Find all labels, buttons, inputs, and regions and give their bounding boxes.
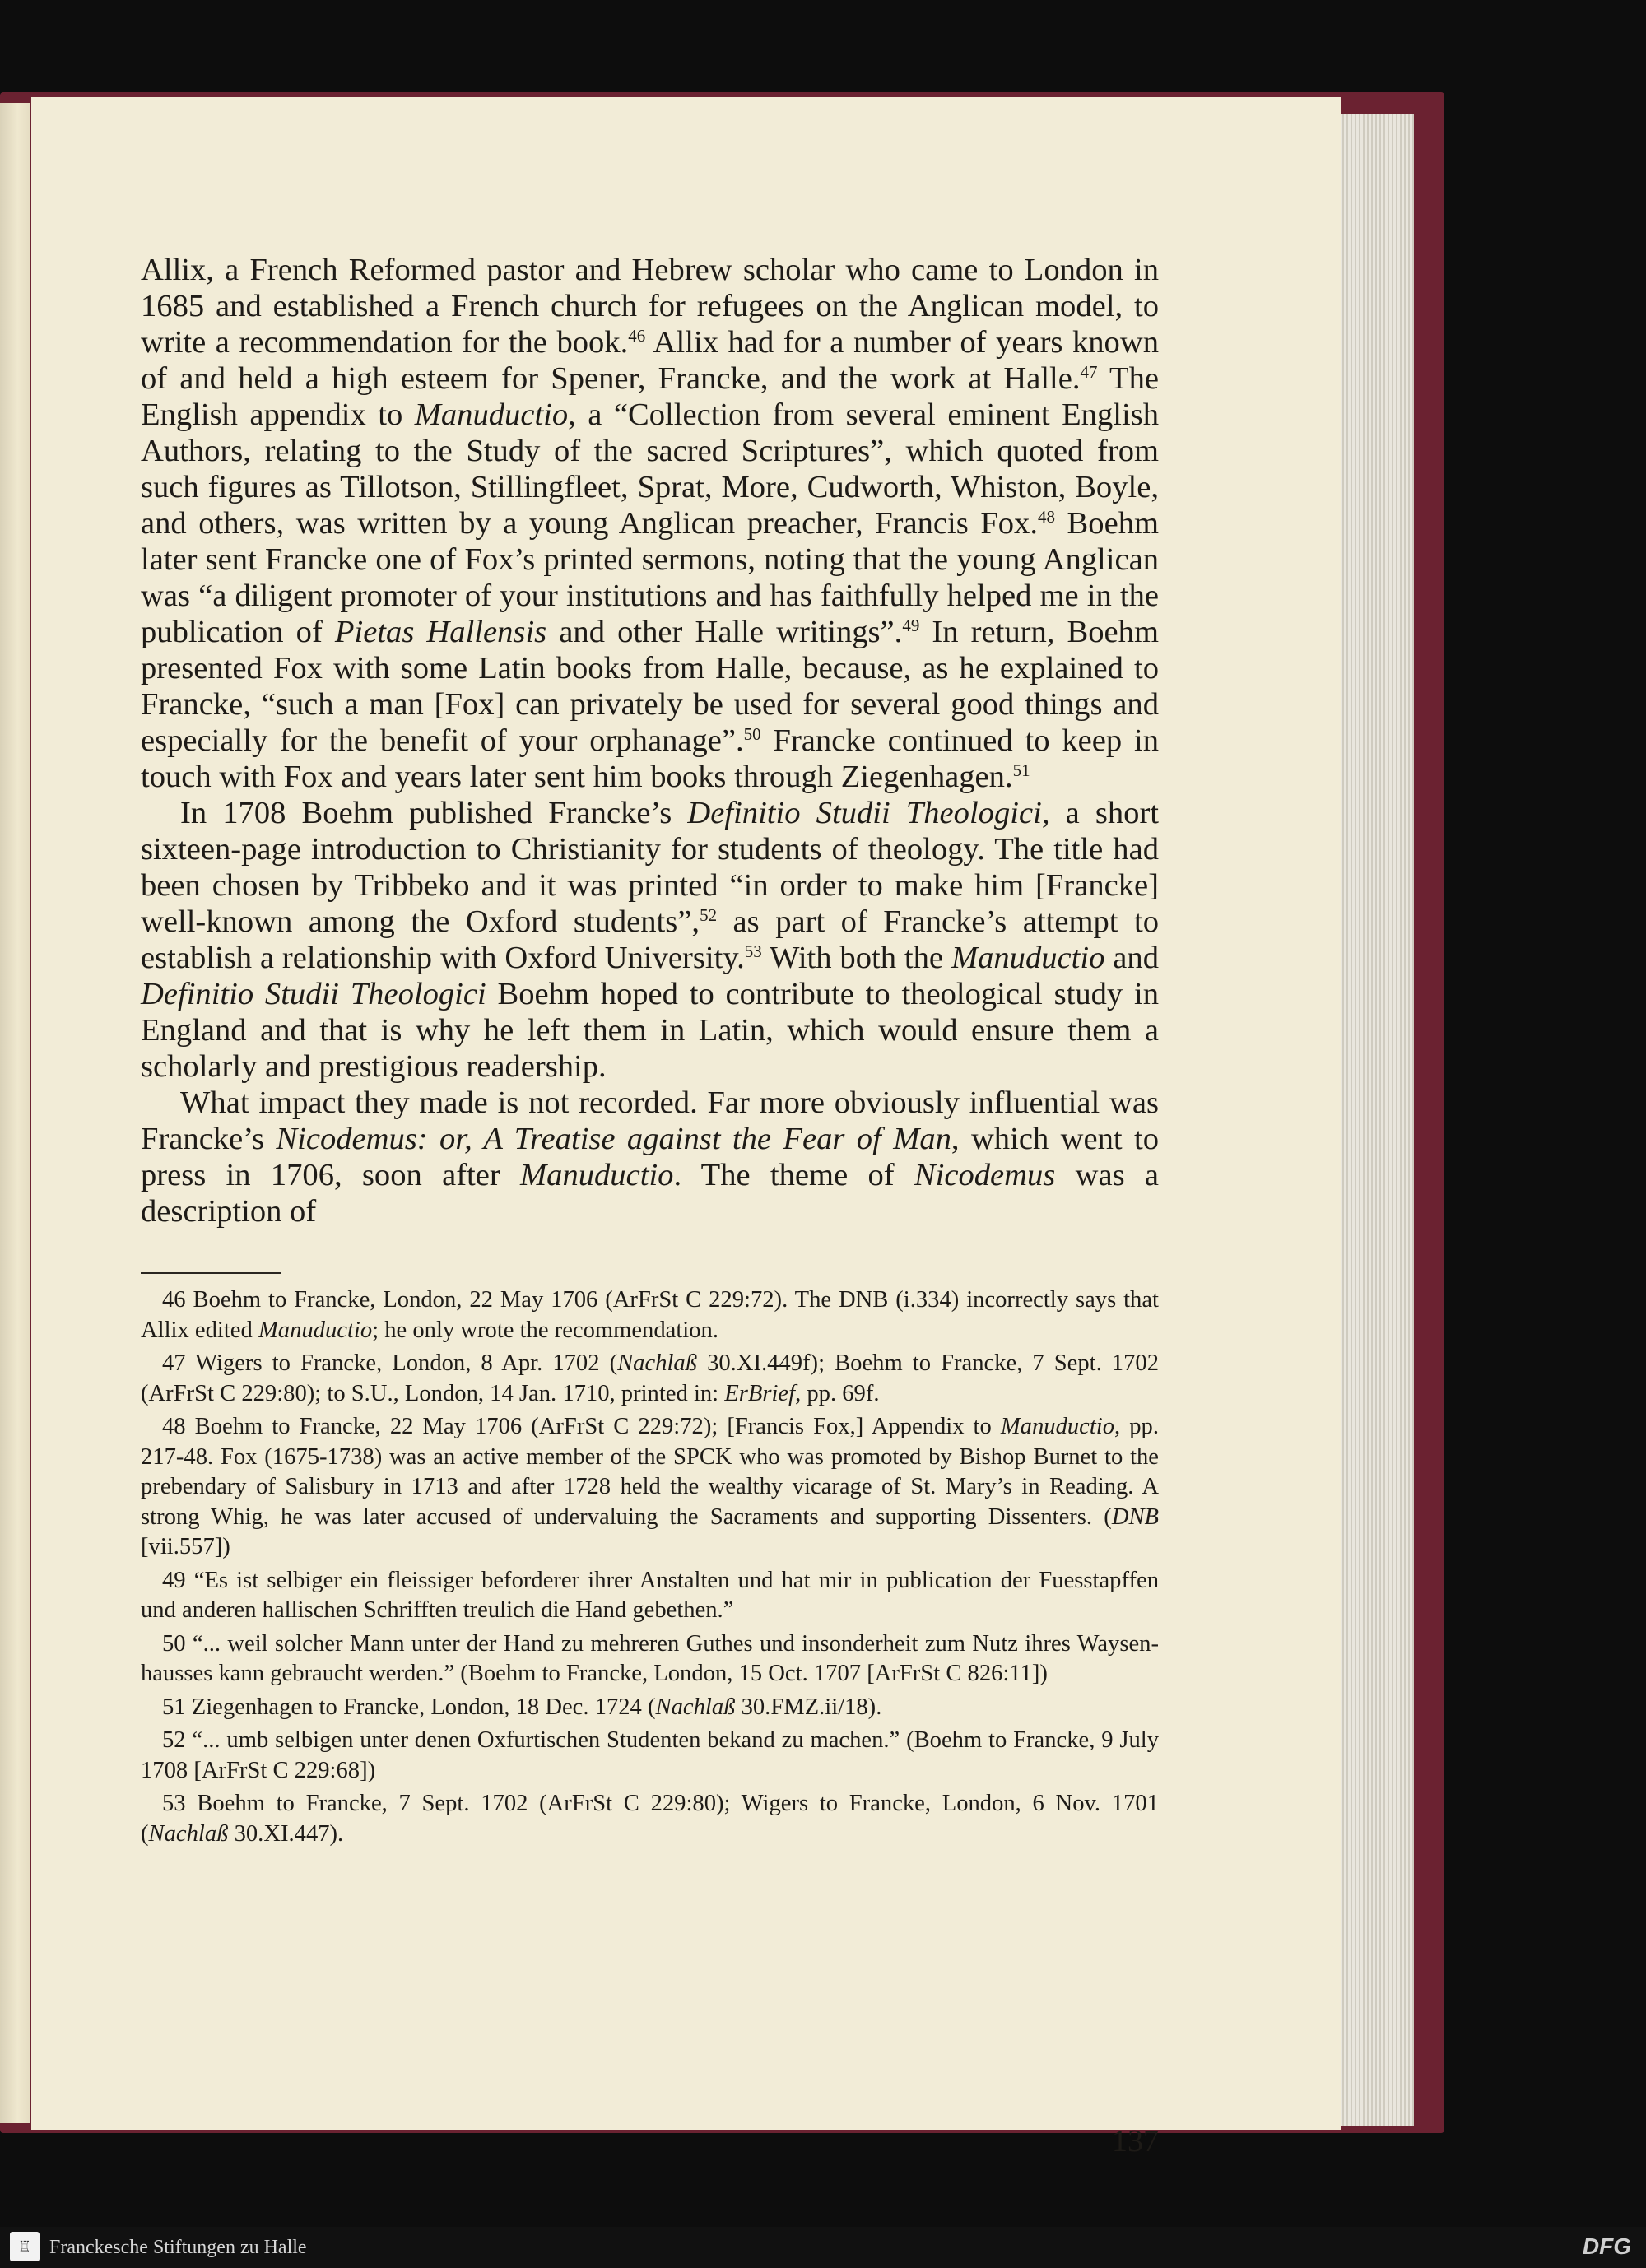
italic-text: DNB: [1111, 1503, 1159, 1530]
footnote-ref: 47: [1080, 362, 1098, 382]
text-run: With both the: [761, 941, 951, 975]
text-run: . The theme of: [673, 1158, 914, 1192]
text-run: 46 Boehm to Francke, London, 22 May 1706 (ArFrSt C 229:72). The DNB (i.334) incorrectly says that Allix edited: [141, 1287, 1159, 1343]
italic-text: Nachlaß: [148, 1820, 229, 1847]
italic-text: Nachlaß: [617, 1350, 698, 1376]
text-run: The English appendix to: [141, 361, 1159, 432]
italic-text: Definitio Studii Theologici: [687, 796, 1042, 830]
book-page: [31, 97, 1341, 2159]
text-run: Boehm hoped to contribute to theological study in England and that is why he left them in Latin, which would ensure them a scholarly and prestigious readership.: [141, 977, 1159, 1084]
page-number: 137: [1112, 2124, 1159, 2159]
text-run: , which went to press in 1706, soon after: [141, 1122, 1159, 1192]
text-run: 30.FMZ.ii/18).: [735, 1694, 882, 1720]
italic-text: Nicodemus: [914, 1158, 1056, 1192]
footnote-ref: 53: [744, 941, 762, 961]
text-run: Boehm later sent Francke one of Fox’s printed sermons, noting that the young Anglican was “a diligent promoter of your institutions and has faithfully helped me in the publication of: [141, 506, 1159, 649]
footnote: [141, 1412, 1159, 1563]
text-run: and other Halle writings”.: [546, 615, 903, 649]
text-run: Francke continued to keep in touch with Fox and years later sent him books through Ziegenhagen.: [141, 723, 1159, 794]
text-run: 51 Ziegenhagen to Francke, London, 18 Dec. 1724 (: [162, 1694, 656, 1720]
footnote: [141, 1349, 1159, 1409]
text-run: 48 Boehm to Francke, 22 May 1706 (ArFrSt C 229:72); [Francis Fox,] Appendix to: [162, 1414, 1001, 1439]
body-text: [141, 252, 1159, 1229]
paragraph: [141, 252, 1159, 795]
italic-text: Manuductio: [951, 941, 1105, 975]
text-run: Allix, a French Reformed pastor and Hebrew scholar who came to London in 1685 and established a French church for refugees on the Anglican model, to write a recommendation for the book.: [141, 253, 1159, 360]
text-run: and: [1104, 941, 1159, 975]
page-content: [141, 252, 1160, 2159]
italic-text: Nicodemus: or, A Treatise against the Fear of Man: [276, 1122, 951, 1156]
facing-page-edge: [0, 103, 30, 2123]
text-run: [vii.557]): [141, 1534, 230, 1559]
footnote: [141, 1566, 1159, 1626]
footnote: [141, 1693, 1159, 1723]
viewer-footer: [0, 2227, 1646, 2268]
footnote-ref: 50: [743, 724, 761, 744]
text-run: , pp. 69f.: [795, 1380, 880, 1406]
italic-text: ErBrief: [724, 1380, 796, 1406]
text-run: 47 Wigers to Francke, London, 8 Apr. 1702 (: [162, 1350, 618, 1376]
text-run: , a short sixteen-page introduction to Christianity for students of theology. The title had been chosen by Tribbeko and it was printed “in order to make him [Francke] well-known among the Oxford students”,: [141, 796, 1160, 939]
page-stack-edge: [1340, 114, 1414, 2126]
paragraph: [141, 795, 1159, 1085]
text-run: 52 “... umb selbigen unter denen Oxfurtischen Studenten bekand zu machen.” (Boehm to Francke, 9 July 1708 [ArFrSt C 229:68]): [141, 1727, 1159, 1783]
text-run: Allix had for a number of years known of and held a high esteem for Spener, Francke, and the work at Halle.: [141, 325, 1159, 396]
footnote-ref: 51: [1012, 760, 1030, 780]
text-run: , a “Collection from several eminent English Authors, relating to the Study of the sacred Scriptures”, which quoted from such figures as Tillotson, Stillingfleet, Sprat, More, Cudworth, Whiston, Boyle, and others, was written by a young Anglican preacher, Francis Fox.: [141, 397, 1160, 541]
paragraph: [141, 1085, 1159, 1229]
text-run: In return, Boehm presented Fox with some Latin books from Halle, because, as he explained to Francke, “such a man [Fox] can privately be used for several good things and especially for the benefit of your orphanage”.: [141, 615, 1159, 758]
text-run: , pp. 217-48. Fox (1675-1738) was an active member of the SPCK who was promoted by Bishop Burnet to the prebendary of Salisbury in 1713 and after 1728 held the wealthy vicarage of St. Mary’s in Reading. A strong Whig, he was later accused of undervaluing the Sacraments and supporting Dissenters. (: [141, 1414, 1159, 1530]
text-run: 53 Boehm to Francke, 7 Sept. 1702 (ArFrSt C 229:80); Wigers to Francke, London, 6 Nov. 1701 (: [141, 1791, 1159, 1847]
footnote: [141, 1629, 1159, 1689]
text-run: ; he only wrote the recommendation.: [372, 1317, 718, 1343]
institution-name: Franckesche Stiftungen zu Halle: [49, 2237, 307, 2258]
italic-text: Manuductio: [520, 1158, 674, 1192]
text-run: 50 “... weil solcher Mann unter der Hand zu mehreren Guthes und insonderheit zum Nutz ihres Waysen-hausses kann gebraucht werden.” (Boehm to Francke, London, 15 Oct. 1707 [ArFrSt C 826:11]): [141, 1630, 1159, 1686]
footnote-ref: 52: [700, 905, 718, 925]
italic-text: Manuductio: [258, 1317, 373, 1343]
text-run: was a description of: [141, 1158, 1159, 1229]
footnote-ref: 46: [628, 326, 646, 346]
italic-text: Manuductio: [414, 397, 569, 432]
foundation-logo-icon: ♖: [10, 2232, 40, 2261]
text-run: 30.XI.449f); Boehm to Francke, 7 Sept. 1702 (ArFrSt C 229:80); to S.U., London, 14 Jan. 1710, printed in:: [141, 1350, 1159, 1406]
text-run: 49 “Es ist selbiger ein fleissiger beforderer ihrer Anstalten und hat mir in publication der Fuesstapffen und anderen hallischen Schrifften treulich die Hand gebethen.”: [141, 1567, 1159, 1623]
footnote: [141, 1789, 1159, 1849]
dfg-logo: DFG: [1582, 2233, 1631, 2259]
italic-text: Definitio Studii Theologici: [141, 977, 486, 1011]
footnotes: [141, 1285, 1159, 1849]
footnote: [141, 1726, 1159, 1786]
text-run: In 1708 Boehm published Francke’s: [180, 796, 688, 830]
footnote-rule: [141, 1272, 281, 1274]
text-run: as part of Francke’s attempt to establish a relationship with Oxford University.: [141, 904, 1159, 975]
text-run: What impact they made is not recorded. Far more obviously influential was Francke’s: [141, 1085, 1159, 1156]
footnote: [141, 1285, 1159, 1345]
italic-text: Pietas Hallensis: [334, 615, 547, 649]
italic-text: Manuductio: [1000, 1414, 1115, 1439]
text-run: 30.XI.447).: [228, 1820, 344, 1847]
footnote-ref: 48: [1038, 507, 1055, 527]
italic-text: Nachlaß: [655, 1694, 736, 1720]
footnote-ref: 49: [902, 616, 920, 635]
